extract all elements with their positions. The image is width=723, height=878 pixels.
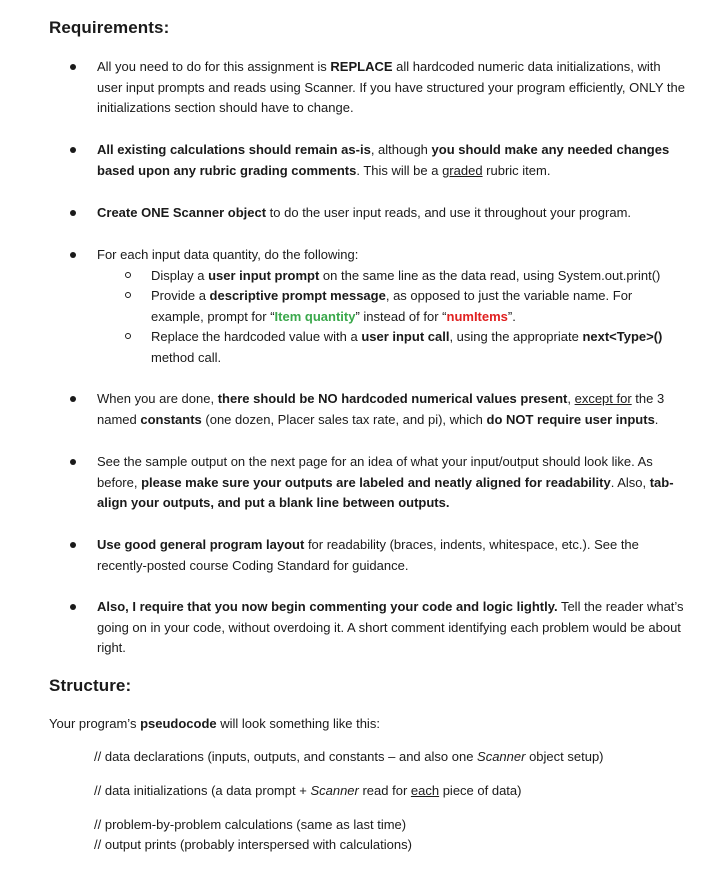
requirement-text: All you need to do for this assignment is REPLACE all hardcoded numeric data initializations, with user input prompts and reads using Scanner. If you have structured your program efficiently, ONLY the initializations section should have to change. (97, 59, 685, 115)
bullet-icon (70, 210, 76, 216)
requirement-text: Use good general program layout for readability (braces, indents, whitespace, etc.). See the recently-posted course Coding Standard for guidance. (97, 537, 639, 573)
pseudocode-line-calculations: // problem-by-problem calculations (same as last time) (94, 817, 407, 832)
bullet-icon (70, 542, 76, 548)
requirement-text: See the sample output on the next page for an idea of what your input/output should look like. As before, please make sure your outputs are labeled and neatly aligned for readability. Also, tab-align your outputs, and put a blank line between outputs. (97, 454, 674, 510)
sub-item-replace: Replace the hardcoded value with a user input call, using the appropriate next<Type>() method call. (125, 327, 687, 368)
bullet-icon (70, 459, 76, 465)
structure-intro: Your program’s pseudocode will look something like this: (49, 716, 380, 731)
circle-bullet-icon (125, 333, 131, 339)
bullet-icon (70, 64, 76, 70)
sub-item-descriptive: Provide a descriptive prompt message, as opposed to just the variable name. For example, prompt for “Item quantity” instead of for “numItems”. (125, 286, 687, 327)
sub-item-prompt: Display a user input prompt on the same line as the data read, using System.out.print() (125, 266, 687, 287)
requirement-text: Also, I require that you now begin commenting your code and logic lightly. Tell the reader what’s going on in your code, without overdoing it. A short comment identifying each problem would be about right. (97, 599, 684, 655)
requirement-text: Create ONE Scanner object to do the user input reads, and use it throughout your program. (97, 205, 632, 220)
bullet-icon (70, 604, 76, 610)
pseudocode-line-outputs: // output prints (probably interspersed with calculations) (94, 837, 412, 852)
pseudocode-line-declarations: // data declarations (inputs, outputs, and constants – and also one Scanner object setup) (94, 749, 604, 764)
bullet-icon (70, 252, 76, 258)
structure-heading: Structure: (49, 676, 132, 695)
requirement-text: All existing calculations should remain as-is, although you should make any needed changes based upon any rubric grading comments. This will be a graded rubric item. (97, 142, 670, 178)
requirement-intro: For each input data quantity, do the following: (97, 247, 359, 262)
requirement-text: When you are done, there should be NO hardcoded numerical values present, except for the 3 named constants (one dozen, Placer sales tax rate, and pi), which do NOT require user inputs. (97, 391, 665, 427)
bullet-icon (70, 396, 76, 402)
bullet-icon (70, 147, 76, 153)
requirement-text (97, 245, 687, 368)
circle-bullet-icon (125, 292, 131, 298)
circle-bullet-icon (125, 272, 131, 278)
pseudocode-line-initializations: // data initializations (a data prompt + Scanner read for each piece of data) (94, 783, 522, 798)
requirements-heading: Requirements: (49, 18, 170, 37)
